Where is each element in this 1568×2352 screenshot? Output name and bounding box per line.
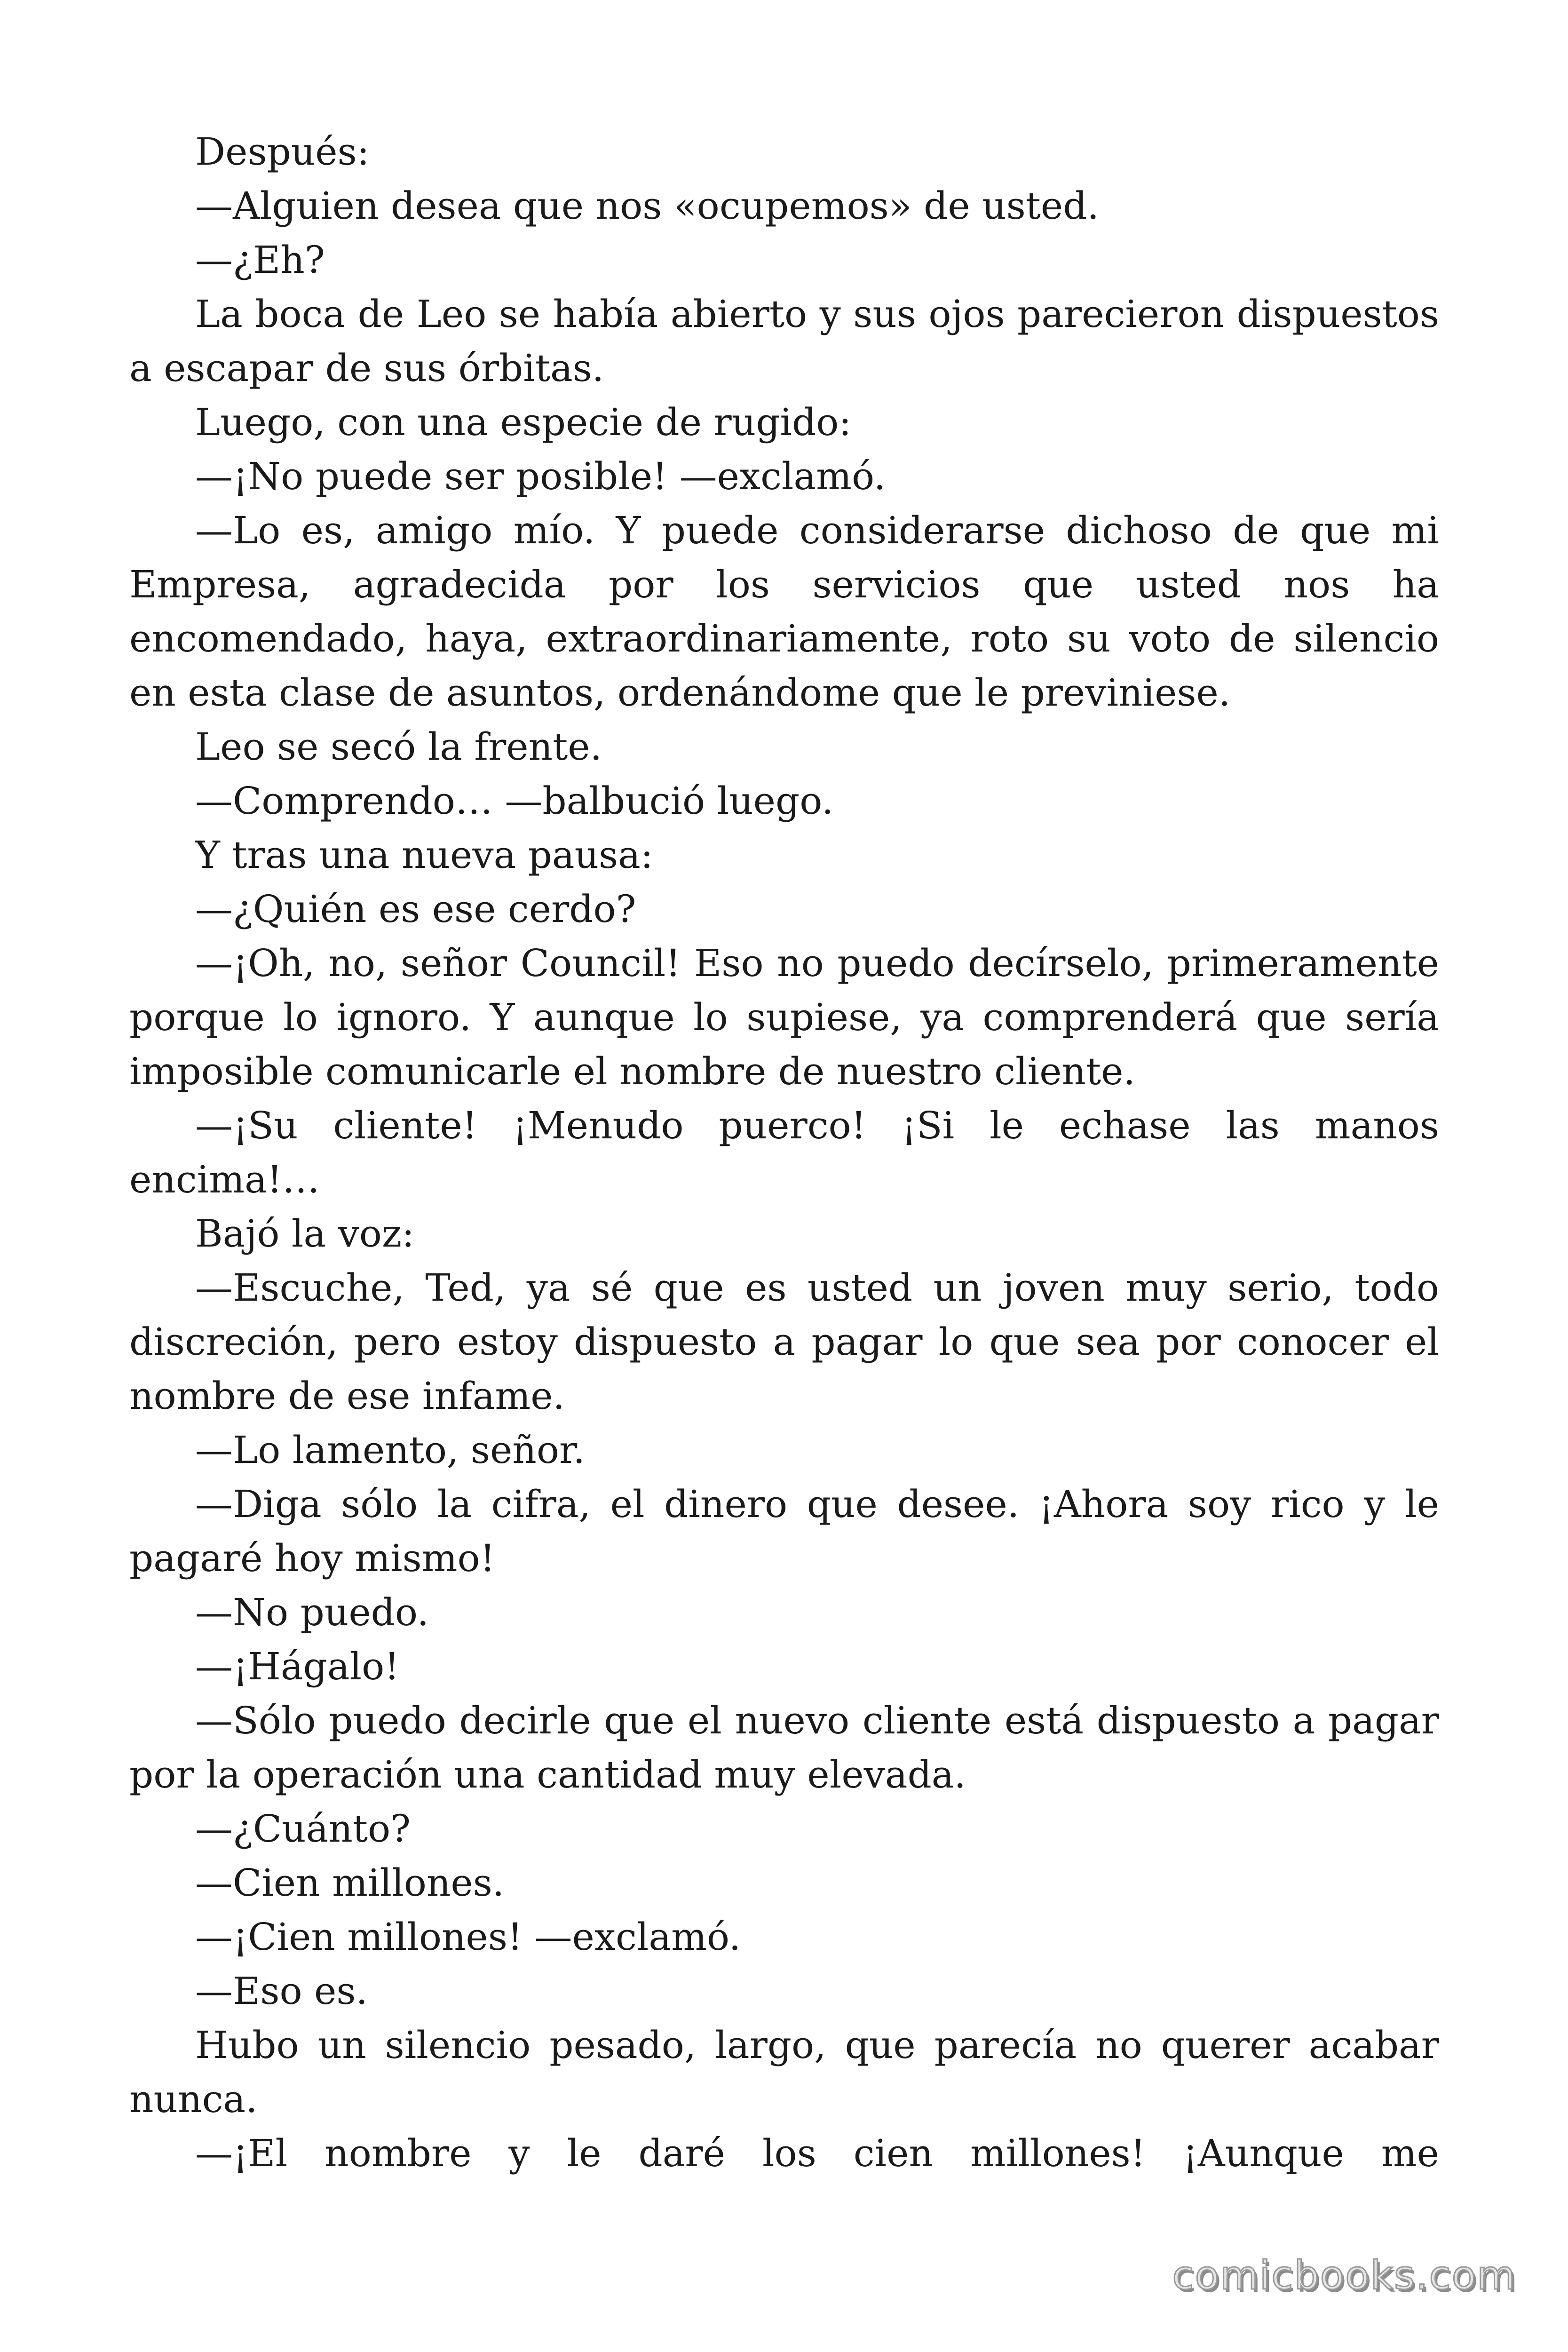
paragraph: Bajó la voz: — [195, 1212, 415, 1255]
paragraph: Luego, con una especie de rugido: — [195, 400, 852, 444]
paragraph: —Escuche, Ted, ya sé que es usted un joven muy serio, todo discreción, pero estoy dispuesto a pagar lo que sea por conocer el nombre de ese infame. — [129, 1266, 1439, 1418]
body-text — [129, 125, 1439, 2180]
paragraph: —Eso es. — [195, 1969, 368, 2013]
paragraph: —Lo lamento, señor. — [195, 1428, 585, 1472]
paragraph: —¡Hágalo! — [195, 1645, 400, 1688]
paragraph: Hubo un silencio pesado, largo, que parecía no querer acabar nunca. — [129, 2023, 1439, 2121]
paragraph: —¡Oh, no, señor Council! Eso no puedo decírselo, primeramente porque lo ignoro. Y aunque lo supiese, ya comprenderá que sería imposible comunicarle el nombre de nuestro cliente. — [129, 941, 1439, 1093]
paragraph: —¡Su cliente! ¡Menudo puerco! ¡Si le echase las manos encima!… — [129, 1104, 1439, 1201]
paragraph: —¡Cien millones! —exclamó. — [195, 1915, 741, 1959]
paragraph: —Alguien desea que nos «ocupemos» de usted. — [195, 184, 1099, 228]
paragraph: —Comprendo… —balbució luego. — [195, 779, 834, 823]
paragraph: Leo se secó la frente. — [195, 725, 602, 769]
paragraph: —Lo es, amigo mío. Y puede considerarse dichoso de que mi Empresa, agradecida por los servicios que usted nos ha encomendado, haya, extraordinariamente, roto su voto de silencio en esta clase de asuntos, ordenándome que le previniese. — [129, 509, 1439, 715]
paragraph: —Sólo puedo decirle que el nuevo cliente está dispuesto a pagar por la operación una cantidad muy elevada. — [129, 1699, 1439, 1796]
paragraph: La boca de Leo se había abierto y sus ojos parecieron dispuestos a escapar de sus órbitas. — [129, 292, 1439, 390]
paragraph: —¡El nombre y le daré los cien millones! ¡Aunque me — [195, 2131, 1439, 2175]
paragraph: —No puedo. — [195, 1590, 429, 1634]
paragraph: Y tras una nueva pausa: — [195, 833, 653, 877]
paragraph: —Diga sólo la cifra, el dinero que desee. ¡Ahora soy rico y le pagaré hoy mismo! — [129, 1482, 1439, 1580]
paragraph: —¡No puede ser posible! —exclamó. — [195, 454, 886, 498]
paragraph: Después: — [195, 130, 370, 174]
paragraph: —Cien millones. — [195, 1861, 505, 1905]
paragraph: —¿Eh? — [195, 238, 325, 282]
paragraph: —¿Quién es ese cerdo? — [195, 887, 636, 931]
paragraph: —¿Cuánto? — [195, 1807, 411, 1851]
watermark: comicbooks.com — [1172, 2252, 1516, 2298]
